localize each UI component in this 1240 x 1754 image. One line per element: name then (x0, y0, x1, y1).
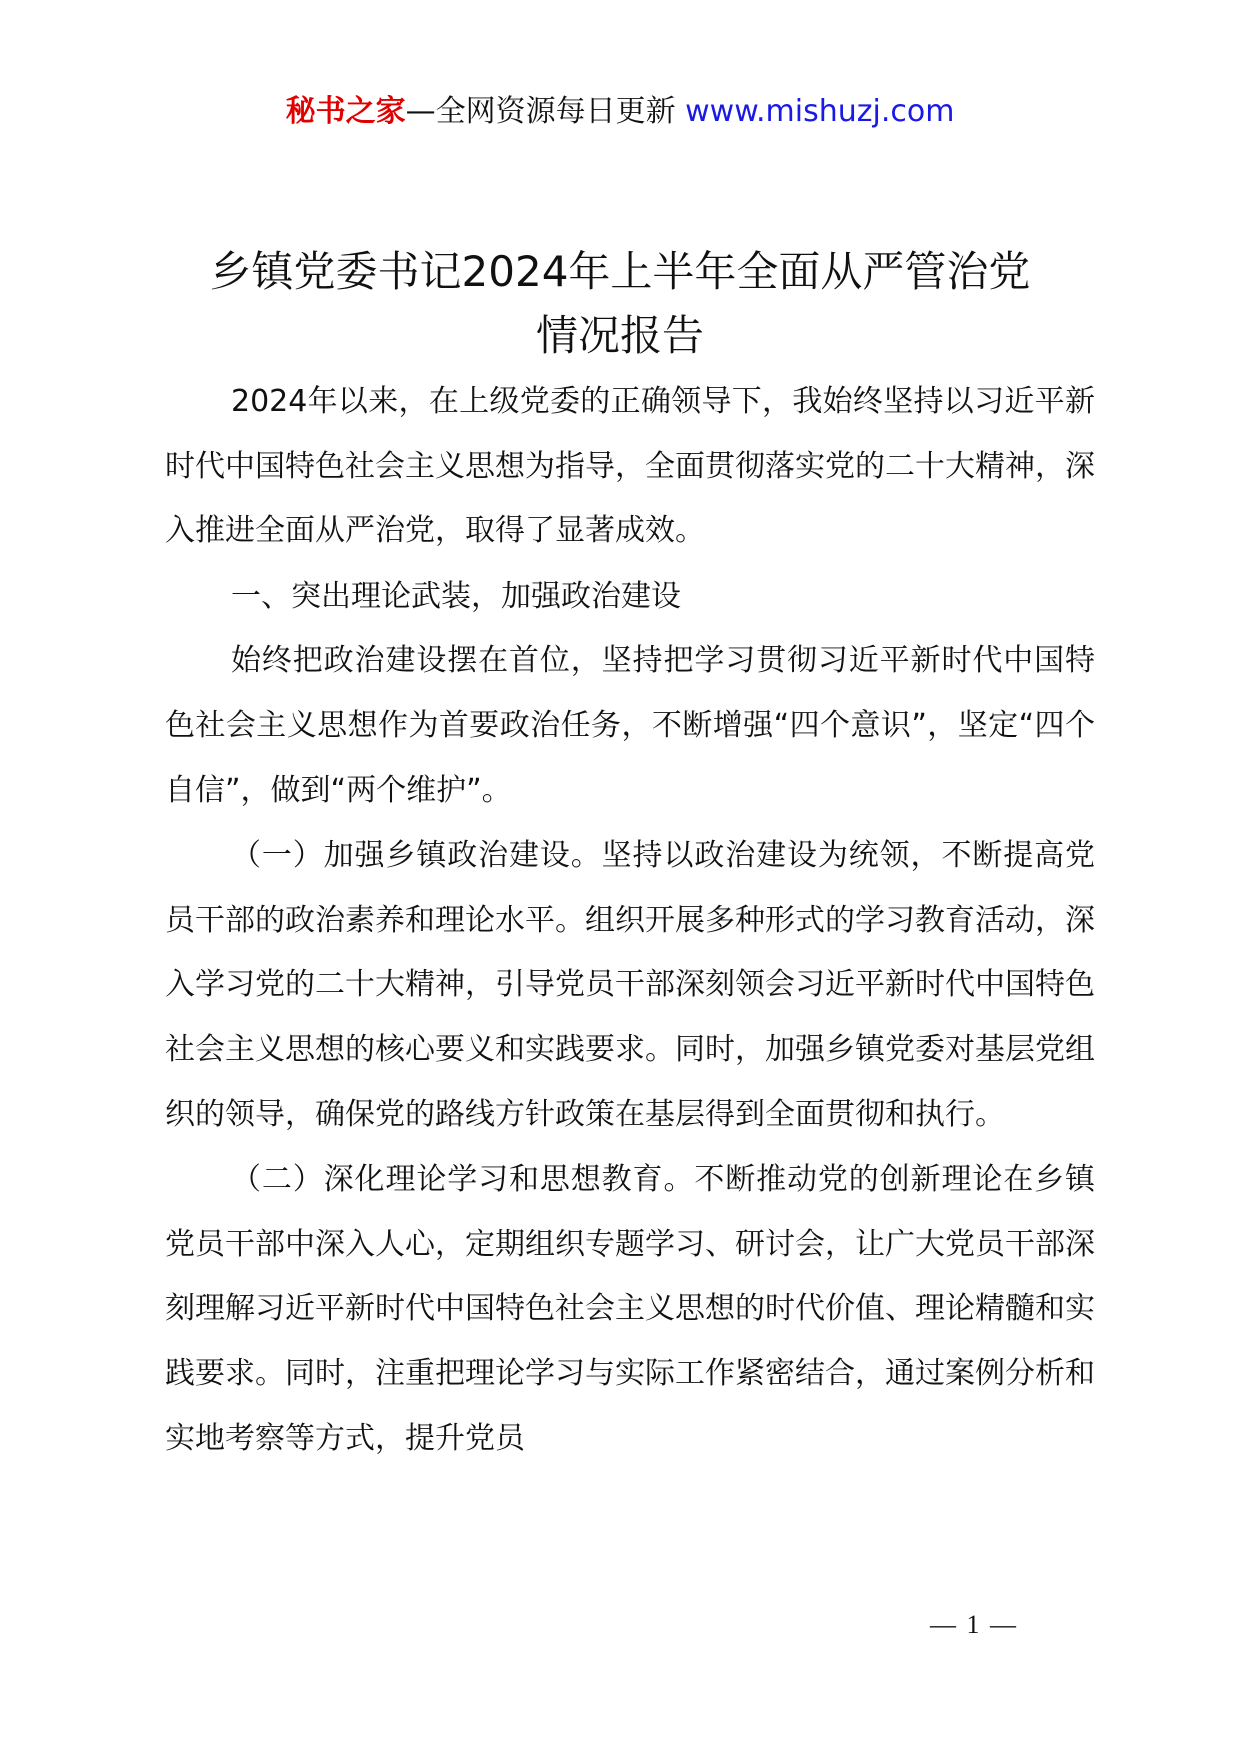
website-link[interactable]: www.mishuzj.com (685, 94, 955, 129)
brand-name: 秘书之家 (285, 94, 406, 129)
section-heading: 一、突出理论武装，加强政治建设 (231, 578, 681, 614)
title-line-2: 情况报告 (535, 311, 704, 360)
item-1-paragraph: （一）加强乡镇政治建设。坚持以政治建设为统领，不断提高党员干部的政治素养和理论水平。组织开展多种形式的学习教育活动，深入学习党的二十大精神，引导党员干部深刻领会习近平新时代中国特色社会主义思想的核心要义和实践要求。同时，加强乡镇党委对基层党组织的领导，确保党的路线方针政策在基层得到全面贯彻和执行。 (165, 838, 1095, 1132)
intro-paragraph: 2024年以来，在上级党委的正确领导下，我始终坚持以习近平新时代中国特色社会主义思想为指导，全面贯彻落实党的二十大精神，深入推进全面从严治党，取得了显著成效。 (165, 384, 1095, 549)
document-body (165, 370, 1095, 1472)
item-2-paragraph: （二）深化理论学习和思想教育。不断推动党的创新理论在乡镇党员干部中深入人心，定期组织专题学习、研讨会，让广大党员干部深刻理解习近平新时代中国特色社会主义思想的时代价值、理论精髓和实践要求。同时，注重把理论学习与实际工作紧密结合，通过案例分析和实地考察等方式，提升党员 (165, 1162, 1095, 1456)
title-line-1: 乡镇党委书记2024年上半年全面从严管治党 (209, 247, 1031, 296)
document-title (150, 240, 1090, 368)
section-intro-paragraph: 始终把政治建设摆在首位，坚持把学习贯彻习近平新时代中国特色社会主义思想作为首要政治任务，不断增强“四个意识”，坚定“四个自信”，做到“两个维护”。 (165, 643, 1095, 808)
page-number: — 1 — (930, 1610, 1018, 1639)
header-tagline: —全网资源每日更新 (405, 94, 686, 129)
site-header (0, 92, 1240, 132)
